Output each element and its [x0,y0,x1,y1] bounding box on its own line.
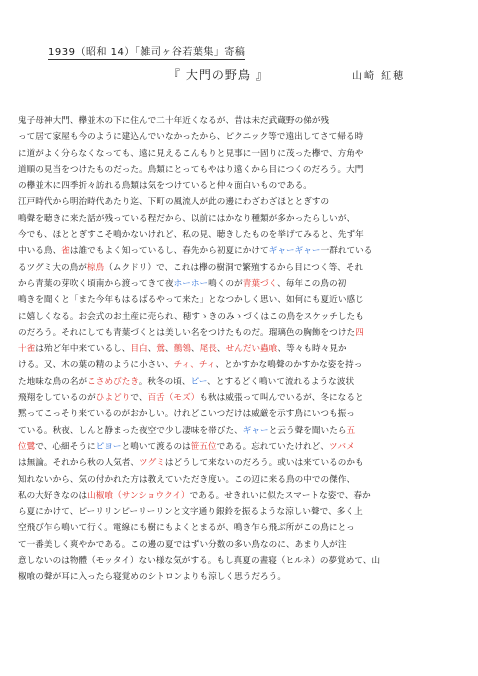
bird-name-highlight: 鶺鴒 [173,344,191,355]
bird-name-highlight: せんだい蟲喰 [225,344,278,355]
body-text-segment: ける。又、木の葉の精のように小さい、 [18,360,174,371]
body-text-segment: 、 [147,344,157,355]
body-line [18,129,456,145]
body-text-segment: 道順の見当をつけたものだった。鳥類にとってもやはり遠くから目につくのだろう。大門 [18,164,364,175]
bird-name-highlight: ツバメ [329,441,355,452]
bird-call-highlight: ピヨー [95,441,122,452]
body-text-segment: 黙ってこっそり来ているのがおかしい。けれどこいつだけは威厳を示す鳥にいつも振っ [18,409,355,420]
source-label-text: 1939（昭和 14）「雑司ヶ谷若葉集」寄稿 [48,47,246,58]
body-text-segment: 鳴きを聞くと「また今年もはるばるやって来た」となつかしく思い、如何にも夏近い感じ [18,295,364,306]
body-line [18,227,456,243]
body-text-segment: 江戸時代から明治時代あたり迄、下町の風流人が此の邊にわざわざほととぎすの [18,197,330,208]
body-text-segment: て一番美しく爽やかである。この邊の夏ではずい分数の多い鳥なのに、あまり人が注 [18,539,347,550]
body-text-segment: って居て家屋も今のように建込んでいなかったから、ピクニック等で遠出してさて帰る時 [18,132,364,143]
body-text-segment: ら夏にかけて、ピーリリンピーリーリンと文字通り銀鈴を振るような涼しい聲で、多く上 [18,507,363,518]
body-text-segment: に道がよく分らなくなっても、遠に見えるこんもりと見事に一固りに茂った欅で、方角や [18,148,364,159]
body-line [18,553,456,569]
bird-name-highlight: 雀 [61,246,70,257]
body-line [18,309,456,325]
body-text-segment: 今でも、ほととぎすこそ鳴かないけれど、私の見、聴きしたものを挙げてみると、先ず年 [18,230,364,241]
body-text-segment: は殆ど年中来ているし、 [35,344,131,355]
bird-name-highlight: チィ、チィ [173,360,216,371]
body-text-segment: 飛翔をしているのが [18,393,96,404]
body-line [18,569,456,585]
body-text-segment: 、 [190,344,200,355]
body-text-segment: るツグミ大の鳥が [18,262,87,273]
body-line [18,146,456,162]
body-text-segment: 意しないのは物體（モッタイ）ない様な気がする。もし真夏の晝寝（ヒルネ）の夢覚めて、山 [18,556,381,567]
body-text-segment: から青葉の芽吹く頃南から渡ってきて夜 [18,278,174,289]
body-line [18,341,456,357]
body-line [18,390,456,406]
body-text-segment: で、心細そうに [35,441,96,452]
body-text-segment: の欅並木に四季折々訪れる鳥類は気をつけていると仲々面白いものである。 [18,181,312,192]
body-text-segment: 鳴くのが [208,278,243,289]
bird-name-highlight: 四 [355,327,364,338]
body-line [18,472,456,488]
bird-name-highlight: 十雀 [18,344,36,355]
body-text-segment: 、等々も時々見か [277,344,347,355]
body-text-segment: 、毎年この鳥の初 [277,278,347,289]
bird-name-highlight: 百舌（モズ） [147,393,200,404]
body-line [18,504,456,520]
bird-name-highlight: 鶯 [156,344,165,355]
body-line [18,260,456,276]
body-text-segment: 、 [165,344,174,355]
bird-name-highlight: 山椒喰（サンショウクイ） [87,490,190,501]
body-text-segment: 鳴聲を聴きに来た話が残っている程だから、以前にはかなり種類が多かったらしいが、 [18,213,356,224]
bird-name-highlight: 位鷺 [18,441,36,452]
bird-call-highlight: ホーホー [173,278,209,289]
bird-name-highlight: 五 [346,425,356,436]
body-text-segment: と云う聲を聞いたら [268,425,347,436]
body-text-segment: である。忘れていたけれど、 [216,441,330,452]
bird-name-highlight: 笹五位 [190,441,217,452]
body-text-segment: 、とするどく鳴いて流れるような波状 [207,376,355,387]
body-text-segment: で、 [130,393,148,404]
bird-name-highlight: 尾長 [199,344,217,355]
body-line [18,488,456,504]
essay-body [18,113,456,586]
body-line [18,537,456,553]
body-line [18,178,456,194]
body-text-segment: 空飛び乍ら鳴いて行く。電線にも樹にもよくとまるが、鳴き乍ら飛ぶ所がこの鳥にとっ [18,523,355,534]
essay-title: 『 大門の野鳥 』 [168,68,269,82]
body-line [18,194,456,210]
body-text-segment: に嬉しくなる。お会式のお土産に売られ、穂すゝきのみゝづくはこの鳥をスケッチしたも [18,311,364,322]
body-text-segment: と鳴いて渡るのは [121,441,191,452]
body-text-segment: である。せきれいに似たスマートな姿で、春か [189,490,371,501]
body-text-segment: は無論。それから秋の人気者、 [18,458,140,469]
body-line [18,276,456,292]
body-line [18,243,456,259]
body-line [18,423,456,439]
bird-name-highlight: こさめびたき [87,376,139,387]
body-line [18,325,456,341]
body-text-segment: 椒喰の聲が耳に入ったら寝覚めのシトロンよりも涼しく思うだろう。 [18,572,286,583]
source-label [48,43,245,58]
body-line [18,439,456,455]
body-line [18,455,456,471]
body-text-segment: のだろう。それにしても青葉づくとは美しい名をつけたものだ。瑠璃色の胸飾をつけた [18,327,356,338]
body-line [18,292,456,308]
body-text-segment: 中いる鳥、 [18,246,62,257]
body-text-segment: 私の大好きなのは [18,490,88,501]
body-text-segment: 知れないから、気の付かれた方は教えていただき度い。この辺に来る鳥の中での傑作、 [18,474,356,485]
body-line [18,162,456,178]
body-text-segment: 。秋冬の頃、 [138,376,191,387]
body-text-segment: は誰でもよく知っているし、春先から初夏にかけて [69,246,269,257]
body-line [18,357,456,373]
bird-name-highlight: 青葉づく [242,278,278,289]
body-line [18,113,456,129]
bird-name-highlight: ひよどり [95,393,131,404]
body-text-segment: ている。秋夜、しんと静まった夜空で少し凄味を帯びた、 [18,425,243,436]
body-text-segment: 鬼子母神大門、欅並木の下に住んで二十年近くなるが、昔は未だ武蔵野の俤が残 [18,116,330,126]
body-text-segment: （ムクドリ）で、これは欅の樹洞で繁殖するから目につく等、それ [104,262,364,273]
bird-name-highlight: 椋鳥 [86,262,105,273]
body-text-segment: 、とかすかな鳴聲のかすかな姿を持っ [215,360,363,371]
bird-name-highlight: ツグミ [139,458,165,469]
bird-call-highlight: ピー [190,376,208,387]
bird-call-highlight: ギャーギャー [268,246,321,257]
body-line [18,211,456,227]
body-text-segment: も秋は威張って叫んでいるが、冬になると [199,393,364,404]
body-text-segment: はどうして来ないのだろう。或いは来ているのかも [164,458,364,469]
body-line [18,406,456,422]
body-text-segment: 一群れている [320,246,373,257]
bird-name-highlight: 目白 [130,344,148,355]
author-name: 山崎 紅穂 [352,71,406,82]
body-text-segment: 、 [216,344,226,355]
bird-call-highlight: ギャー [242,425,269,436]
body-line [18,374,456,390]
body-text-segment: た地味な鳥の名が [18,376,88,387]
body-line [18,520,456,536]
